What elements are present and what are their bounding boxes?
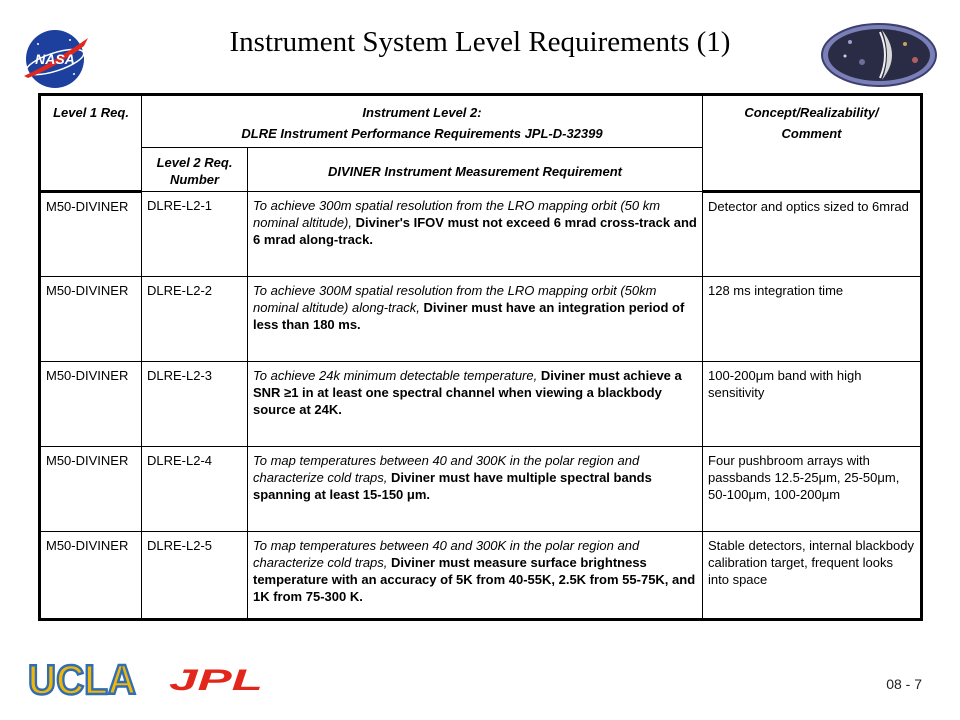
slide-number: 08 - 7 bbox=[886, 676, 922, 692]
cell-level1: M50-DIVINER bbox=[40, 532, 142, 620]
cell-req-number: DLRE-L2-4 bbox=[142, 447, 248, 532]
header-concept-line1: Concept/Realizability/ bbox=[744, 105, 879, 120]
header-level2-group bbox=[142, 95, 703, 148]
mission-moon-logo bbox=[820, 22, 938, 88]
table-row bbox=[40, 362, 922, 447]
header-level2-number: Level 2 Req. Number bbox=[142, 148, 248, 192]
jpl-logo bbox=[166, 664, 266, 694]
requirement-statement: Diviner must have multiple spectral bands spanning at least 15-150 μm. bbox=[253, 470, 652, 502]
cell-comment: Detector and optics sized to 6mrad bbox=[703, 192, 922, 277]
header-measurement: DIVINER Instrument Measurement Requirement bbox=[248, 148, 703, 192]
ucla-logo bbox=[26, 654, 138, 700]
cell-requirement bbox=[248, 532, 703, 620]
header-concept-line2: Comment bbox=[781, 126, 842, 141]
header-level2-group-line1: Instrument Level 2: bbox=[362, 105, 482, 120]
table-header-row bbox=[40, 95, 922, 148]
cell-req-number: DLRE-L2-3 bbox=[142, 362, 248, 447]
cell-req-number: DLRE-L2-5 bbox=[142, 532, 248, 620]
requirement-condition: To map temperatures between 40 and 300K in the polar region and characterize cold traps, bbox=[253, 538, 640, 570]
cell-req-number: DLRE-L2-2 bbox=[142, 277, 248, 362]
cell-comment: 100-200μm band with high sensitivity bbox=[703, 362, 922, 447]
requirement-statement: Diviner's IFOV must not exceed 6 mrad cross-track and 6 mrad along-track. bbox=[253, 215, 697, 247]
cell-comment: Four pushbroom arrays with passbands 12.5-25μm, 25-50μm, 50-100μm, 100-200μm bbox=[703, 447, 922, 532]
cell-requirement bbox=[248, 447, 703, 532]
header-level1: Level 1 Req. bbox=[40, 95, 142, 192]
cell-requirement bbox=[248, 277, 703, 362]
requirement-condition: To map temperatures between 40 and 300K in the polar region and characterize cold traps, bbox=[253, 453, 640, 485]
table-row bbox=[40, 447, 922, 532]
cell-req-number: DLRE-L2-1 bbox=[142, 192, 248, 277]
cell-level1: M50-DIVINER bbox=[40, 447, 142, 532]
cell-level1: M50-DIVINER bbox=[40, 192, 142, 277]
cell-requirement bbox=[248, 362, 703, 447]
requirement-statement: Diviner must achieve a SNR ≥1 in at least one spectral channel when viewing a blackbody source at 24K. bbox=[253, 368, 682, 417]
header-level2-group-line2: DLRE Instrument Performance Requirements JPL-D-32399 bbox=[241, 126, 603, 141]
cell-level1: M50-DIVINER bbox=[40, 277, 142, 362]
table-row bbox=[40, 532, 922, 620]
requirement-condition: To achieve 300m spatial resolution from the LRO mapping orbit (50 km nominal altitude), bbox=[253, 198, 661, 230]
page-title: Instrument System Level Requirements (1) bbox=[229, 26, 731, 58]
header-concept bbox=[703, 95, 922, 192]
jpl-logo-text: JPL bbox=[169, 664, 263, 694]
requirement-statement: Diviner must measure surface brightness temperature with an accuracy of 5K from 40-55K, 2.5K from 55-75K, and 1K from 75-300 K. bbox=[253, 555, 696, 604]
cell-requirement bbox=[248, 192, 703, 277]
cell-comment: 128 ms integration time bbox=[703, 277, 922, 362]
requirement-statement: Diviner must have an integration period of less than 180 ms. bbox=[253, 300, 685, 332]
table-row bbox=[40, 192, 922, 277]
requirements-table bbox=[38, 93, 923, 621]
table-row bbox=[40, 277, 922, 362]
requirement-condition: To achieve 300M spatial resolution from the LRO mapping orbit (50km nominal altitude) along-track, bbox=[253, 283, 657, 315]
cell-comment: Stable detectors, internal blackbody calibration target, frequent looks into space bbox=[703, 532, 922, 620]
requirement-condition: To achieve 24k minimum detectable temperature, bbox=[253, 368, 541, 383]
nasa-logo-text: NASA bbox=[35, 51, 75, 67]
nasa-logo bbox=[18, 26, 92, 92]
ucla-logo-text: UCLA bbox=[28, 656, 136, 700]
cell-level1: M50-DIVINER bbox=[40, 362, 142, 447]
